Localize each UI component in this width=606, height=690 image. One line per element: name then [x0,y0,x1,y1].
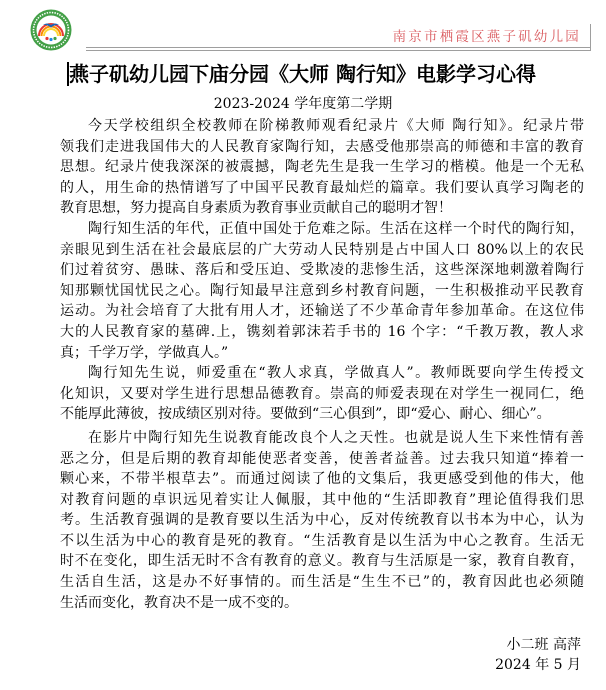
kindergarten-emblem-icon [30,9,72,51]
text-line: 真；千学万学，学做真人。” [60,344,229,361]
text-line: 的人，用生命的热情谱写了中国平民教育最灿烂的篇章。我们要认真学习陶老的 [60,179,584,196]
text-line: 不以生活为中心的教育是死的教育。“生活教育是以生活为中心之教育。生活无 [60,532,584,549]
text-line: 运动。为社会培育了大批有用人才，还输送了不少革命青年参加革命。在这位伟 [60,303,584,320]
text-line: 们过着贫穷、愚昧、落后和受压迫、受欺凌的悲惨生活，这些深深地刺激着陶行 [60,262,584,279]
text-line: 陶行知先生说，师爱重在“教人求真，学做真人”。教师既要向学生传授文 [88,365,584,382]
signature-class-author: 小二班 高萍 [506,637,581,653]
text-line: 大的人民教育家的墓碑.上，镌刻着郭沫若手书的 16 个字：“千教万教，教人求 [60,323,584,340]
paragraph-3 [60,363,584,425]
school-name: 南京市栖霞区燕子矶幼儿园 [392,29,581,45]
text-line: 思想。纪录片使我深深的被震撼，陶老先生是我一生学习的楷模。他是一个无私 [60,159,584,176]
paragraph-4 [60,428,584,613]
text-line: 考。生活教育强调的是教育要以生活为中心，反对传统教育以书本为中心，认为 [60,512,584,529]
text-line: 生活自生活，这是办不好事情的。而生活是“生生不已”的，教育因此也必须随 [60,574,584,591]
term-subtitle: 2023-2024 学年度第二学期 [213,96,393,112]
text-line: 亲眼见到生活在社会最底层的广大劳动人民特别是占中国人口 80%以上的农民 [60,241,584,258]
text-line: 生活而变化，教育决不是一成不变的。 [60,594,298,611]
header-border-right [590,24,591,51]
text-line: 时不在变化，即生活无时不含有教育的意义。教育与生活原是一家，教育自教育， [60,553,584,570]
text-line: 教育思想，努力提高自身素质为教育事业贡献自己的聪明才智！ [60,200,452,217]
header-rule [86,47,590,51]
signature-block [495,635,581,675]
text-line: 今天学校组织全校教师在阶梯教师观看纪录片《大师 陶行知》。纪录片带 [88,118,584,134]
text-line: 不能厚此薄彼，按成绩区别对待。要做到“三心俱到”，即“爱心、耐心、细心”。 [60,406,551,423]
document-body [60,116,584,613]
text-line: 在影片中陶行知先生说教育能改良个人之天性。也就是说人生下来性情有善 [88,429,584,446]
signature-date: 2024 年 5 月 [495,657,581,673]
text-line: 恶之分，但是后期的教育却能使恶者变善，使善者益善。过去我只知道“捧着一 [60,450,584,467]
text-line: 化知识，又要对学生进行思想品德教育。崇高的师爱表现在对学生一视同仁，绝 [60,385,584,402]
paragraph-1 [60,116,584,219]
text-line: 对教育问题的卓识远见着实让人佩服，其中他的“生活即教育”理论值得我们思 [60,491,584,508]
text-line: 颗心来，不带半根草去”。而通过阅读了他的文集后，我更感受到他的伟大，他 [60,471,584,488]
text-line: 陶行知生活的年代，正值中国处于危难之际。生活在这样一个时代的陶行知， [88,220,584,237]
text-line: 领我们走进我国伟大的人民教育家陶行知，去感受他那崇高的师德和丰富的教育 [60,138,584,155]
paragraph-2 [60,219,584,363]
document-title: 燕子矶幼儿园下庙分园《大师 陶行知》电影学习心得 [69,62,536,86]
text-line: 知那颗忧国忧民之心。陶行知最早注意到乡村教育问题，一生积极推动平民教育 [60,282,584,299]
